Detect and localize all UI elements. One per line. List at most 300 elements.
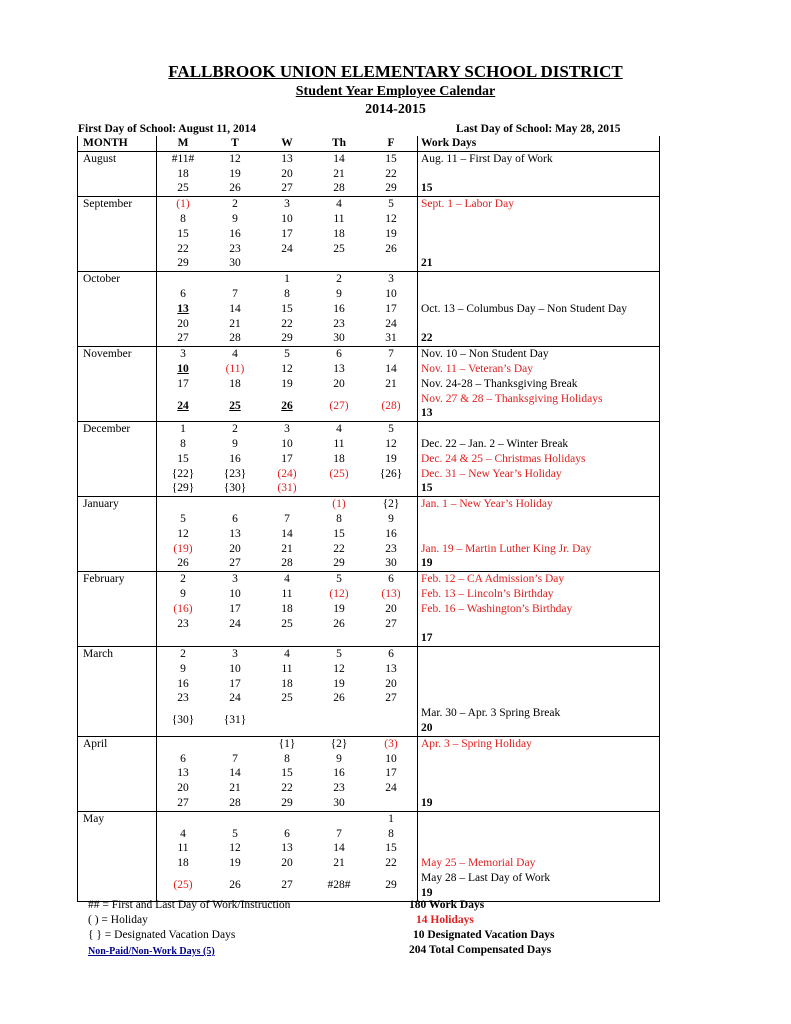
date-cell: 6 (180, 752, 186, 765)
date-cell: 6 (232, 512, 238, 525)
date-cell: 14 (333, 842, 345, 855)
date-cell: 14 (333, 152, 345, 165)
date-cell: 18 (333, 227, 345, 240)
date-cell: 7 (232, 287, 238, 300)
day-column (261, 422, 313, 497)
date-cell: 3 (232, 573, 238, 586)
month-row-september (78, 197, 660, 272)
date-cell: 6 (388, 648, 394, 661)
date-cell: (1) (332, 498, 346, 511)
date-cell: 23 (333, 782, 345, 795)
date-cell: 21 (229, 317, 241, 330)
date-cell: 17 (281, 227, 293, 240)
work-note: 21 (421, 257, 433, 270)
date-cell: 20 (177, 782, 189, 795)
month-name: April (78, 736, 157, 811)
work-days-notes (418, 347, 660, 422)
date-cell: 5 (388, 423, 394, 436)
date-cell: 25 (281, 617, 293, 630)
calendar-table (77, 136, 660, 902)
date-cell: 26 (385, 242, 397, 255)
date-cell: 24 (177, 399, 189, 412)
date-cell: 16 (229, 227, 241, 240)
day-column (365, 572, 418, 647)
date-cell: 3 (284, 198, 290, 211)
date-cell: {31} (223, 714, 247, 727)
date-cell: 15 (177, 227, 189, 240)
date-cell: 9 (232, 437, 238, 450)
col-friday: F (365, 136, 418, 151)
month-name: August (78, 151, 157, 196)
date-cell: 30 (385, 557, 397, 570)
date-cell: 17 (385, 767, 397, 780)
work-note: 19 (421, 557, 433, 570)
day-column (261, 197, 313, 272)
date-cell: 23 (229, 242, 241, 255)
date-cell: 19 (385, 452, 397, 465)
work-note (421, 647, 659, 662)
date-cell: 15 (333, 527, 345, 540)
month-name: September (78, 197, 157, 272)
day-column (209, 572, 261, 647)
work-note: 17 (421, 632, 433, 645)
first-day-of-school: First Day of School: August 11, 2014 (78, 123, 256, 135)
date-cell: {30} (223, 482, 247, 495)
date-cell: 13 (177, 767, 189, 780)
date-cell: 27 (177, 332, 189, 345)
date-cell: 17 (229, 677, 241, 690)
date-cell: 3 (284, 423, 290, 436)
date-cell: 27 (281, 182, 293, 195)
date-cell: 2 (336, 273, 342, 286)
work-note (421, 167, 659, 182)
date-cell: 26 (229, 182, 241, 195)
date-cell: 19 (281, 377, 293, 390)
date-cell: 17 (281, 452, 293, 465)
date-cell: (1) (176, 198, 190, 211)
date-cell: 3 (180, 348, 186, 361)
date-cell: 29 (281, 332, 293, 345)
month-row-january (78, 497, 660, 572)
date-cell (209, 631, 261, 646)
work-days-notes (418, 572, 660, 647)
work-note: Oct. 13 – Columbus Day – Non Student Day (421, 302, 628, 315)
day-column (313, 151, 365, 196)
date-cell: #11# (171, 152, 195, 165)
work-note: Aug. 11 – First Day of Work (421, 152, 553, 165)
date-cell: 30 (333, 332, 345, 345)
date-cell: 22 (281, 317, 293, 330)
date-cell: 4 (284, 573, 290, 586)
date-cell: 9 (232, 212, 238, 225)
work-note: Dec. 31 – New Year’s Holiday (421, 467, 562, 480)
day-column (157, 151, 210, 196)
month-row-february (78, 572, 660, 647)
work-note (421, 662, 659, 677)
date-cell: (25) (329, 467, 349, 480)
month-row-march (78, 647, 660, 737)
date-cell: 7 (232, 752, 238, 765)
date-cell (365, 631, 417, 646)
work-note (421, 527, 659, 542)
month-name: February (78, 572, 157, 647)
date-cell: 19 (333, 677, 345, 690)
work-note: Nov. 10 – Non Student Day (421, 348, 549, 361)
date-cell: 4 (284, 648, 290, 661)
date-cell: 20 (229, 542, 241, 555)
work-note: Nov. 27 & 28 – Thanksgiving Holidays (421, 392, 603, 405)
date-cell: 24 (385, 782, 397, 795)
col-monday: M (157, 136, 210, 151)
day-column (157, 497, 210, 572)
date-cell (157, 737, 209, 752)
date-cell: 26 (281, 399, 293, 412)
date-cell: 30 (333, 797, 345, 810)
date-cell: 23 (385, 542, 397, 555)
month-row-april (78, 736, 660, 811)
date-cell: 27 (385, 617, 397, 630)
date-cell: 20 (385, 602, 397, 615)
col-month: MONTH (78, 136, 157, 151)
day-column (313, 347, 365, 422)
month-row-november (78, 347, 660, 422)
date-cell: 10 (385, 752, 397, 765)
work-note (421, 287, 659, 302)
date-cell: 10 (229, 587, 241, 600)
date-cell: 16 (385, 527, 397, 540)
day-column (313, 197, 365, 272)
date-cell: 27 (177, 797, 189, 810)
date-cell: 9 (336, 287, 342, 300)
work-days-notes (418, 736, 660, 811)
month-name: December (78, 422, 157, 497)
date-cell: 19 (333, 602, 345, 615)
month-row-august (78, 151, 660, 196)
date-cell: 28 (281, 557, 293, 570)
day-column (157, 347, 210, 422)
date-cell (365, 481, 417, 496)
date-cell: (28) (381, 399, 401, 412)
date-cell: 1 (388, 812, 394, 825)
date-cell: 13 (281, 152, 293, 165)
col-tuesday: T (209, 136, 261, 151)
date-cell: {2} (330, 737, 348, 750)
district-title: FALLBROOK UNION ELEMENTARY SCHOOL DISTRICT (168, 62, 623, 81)
date-cell (261, 497, 313, 512)
day-column (209, 811, 261, 901)
day-column (261, 347, 313, 422)
day-column (209, 422, 261, 497)
col-wednesday: W (261, 136, 313, 151)
day-column (365, 151, 418, 196)
day-column (261, 497, 313, 572)
date-cell: 25 (281, 692, 293, 705)
date-cell: 8 (180, 212, 186, 225)
date-cell: 10 (281, 212, 293, 225)
date-cell: {1} (278, 737, 296, 750)
work-note (421, 812, 659, 827)
work-days-notes (418, 647, 660, 737)
work-days-notes (418, 497, 660, 572)
date-cell: 20 (177, 317, 189, 330)
date-cell: {29} (171, 482, 195, 495)
date-cell: 18 (177, 857, 189, 870)
date-cell: (19) (173, 542, 193, 555)
date-cell: 16 (333, 767, 345, 780)
date-cell: 9 (336, 752, 342, 765)
date-cell: 4 (336, 423, 342, 436)
date-cell: 12 (385, 437, 397, 450)
date-cell: 8 (284, 752, 290, 765)
date-cell: 2 (232, 198, 238, 211)
date-cell: 19 (385, 227, 397, 240)
date-cell (209, 812, 261, 827)
work-note (421, 781, 659, 796)
date-cell (313, 481, 365, 496)
date-cell: 22 (385, 167, 397, 180)
date-cell: 18 (333, 452, 345, 465)
date-cell: 22 (177, 242, 189, 255)
date-cell: 16 (177, 677, 189, 690)
date-cell: 16 (333, 302, 345, 315)
date-cell: 17 (385, 302, 397, 315)
date-cell: 13 (229, 527, 241, 540)
date-cell: 26 (333, 617, 345, 630)
date-cell: 28 (229, 332, 241, 345)
date-cell: 12 (333, 662, 345, 675)
date-cell: 15 (385, 842, 397, 855)
month-name: May (78, 811, 157, 901)
legend-vacation: { } = Designated Vacation Days (88, 929, 236, 941)
date-cell: 24 (385, 317, 397, 330)
date-cell (261, 256, 313, 271)
day-column (261, 811, 313, 901)
date-cell: 24 (229, 617, 241, 630)
work-note: 15 (421, 182, 433, 195)
date-cell: 14 (385, 362, 397, 375)
day-column (313, 572, 365, 647)
column-header-row (78, 136, 660, 151)
date-cell: 8 (284, 287, 290, 300)
date-cell: 2 (180, 648, 186, 661)
month-row-may (78, 811, 660, 901)
date-cell (209, 272, 261, 287)
date-cell: 12 (229, 152, 241, 165)
work-note: 19 (421, 797, 433, 810)
work-note: Apr. 3 – Spring Holiday (421, 737, 532, 750)
date-cell: (13) (381, 587, 401, 600)
work-days-notes (418, 422, 660, 497)
date-cell: (16) (173, 602, 193, 615)
date-cell: 9 (388, 512, 394, 525)
day-column (261, 272, 313, 347)
work-days-notes (418, 272, 660, 347)
date-cell: 22 (385, 857, 397, 870)
date-cell: 19 (229, 857, 241, 870)
date-cell: 12 (229, 842, 241, 855)
date-cell: 10 (281, 437, 293, 450)
work-note: Mar. 30 – Apr. 3 Spring Break (421, 707, 561, 720)
date-cell: 21 (385, 377, 397, 390)
date-cell: {22} (171, 467, 195, 480)
legend-nonpaid: Non-Paid/Non-Work Days (5) (88, 946, 215, 957)
day-column (209, 736, 261, 811)
date-cell: 24 (229, 692, 241, 705)
date-cell: (25) (173, 879, 193, 892)
date-cell (157, 812, 209, 827)
date-cell: 3 (232, 648, 238, 661)
date-cell: 5 (284, 348, 290, 361)
date-cell: (31) (277, 482, 297, 495)
calendar-body (78, 151, 660, 901)
work-days-total: 19 (421, 886, 433, 899)
date-cell: 27 (229, 557, 241, 570)
total-holidays: 14 Holidays (416, 914, 474, 926)
date-cell: 14 (229, 302, 241, 315)
date-cell: 18 (177, 167, 189, 180)
day-column (365, 736, 418, 811)
date-cell: 5 (388, 198, 394, 211)
date-cell: 9 (180, 587, 186, 600)
day-column (261, 647, 313, 737)
day-column (157, 647, 210, 737)
month-name: November (78, 347, 157, 422)
legend-holiday: ( ) = Holiday (88, 914, 148, 926)
date-cell: 28 (229, 797, 241, 810)
date-cell: 13 (385, 662, 397, 675)
date-cell (261, 631, 313, 646)
day-column (313, 497, 365, 572)
day-column (261, 151, 313, 196)
month-row-october (78, 272, 660, 347)
date-cell: 5 (336, 573, 342, 586)
date-cell: {2} (382, 498, 400, 511)
day-column (313, 272, 365, 347)
date-cell (313, 256, 365, 271)
date-cell: 25 (177, 182, 189, 195)
work-note (421, 617, 659, 632)
day-column (313, 422, 365, 497)
date-cell: 2 (180, 573, 186, 586)
work-note: Feb. 12 – CA Admission’s Day (421, 573, 565, 586)
day-column (261, 572, 313, 647)
date-cell: 23 (333, 317, 345, 330)
date-cell: 20 (385, 677, 397, 690)
work-note: Nov. 24-28 – Thanksgiving Break (421, 377, 578, 390)
work-note: May 25 – Memorial Day (421, 857, 536, 870)
date-cell (313, 812, 365, 827)
date-cell: 13 (177, 302, 189, 315)
date-cell: 8 (336, 512, 342, 525)
work-note: Nov. 11 – Veteran’s Day (421, 362, 533, 375)
day-column (209, 272, 261, 347)
date-cell: 10 (229, 662, 241, 675)
work-note: Feb. 16 – Washington’s Birthday (421, 602, 573, 615)
date-cell: 12 (177, 527, 189, 540)
date-cell: 15 (385, 152, 397, 165)
date-cell: 18 (281, 602, 293, 615)
date-cell: 6 (284, 827, 290, 840)
date-cell: 9 (180, 662, 186, 675)
date-cell: (24) (277, 467, 297, 480)
day-column (365, 272, 418, 347)
date-cell: 20 (281, 167, 293, 180)
work-note: Dec. 22 – Jan. 2 – Winter Break (421, 437, 569, 450)
day-column (209, 497, 261, 572)
day-column (157, 197, 210, 272)
date-cell: 24 (281, 242, 293, 255)
day-column (209, 647, 261, 737)
work-days-notes (418, 197, 660, 272)
day-column (313, 736, 365, 811)
work-days-total: 20 (421, 722, 433, 735)
date-cell: {30} (171, 714, 195, 727)
date-cell: (3) (384, 737, 398, 750)
date-cell: 13 (333, 362, 345, 375)
work-days-notes (418, 151, 660, 196)
date-cell: 8 (180, 437, 186, 450)
work-note (421, 691, 659, 706)
date-cell: 3 (388, 273, 394, 286)
date-cell: 25 (333, 242, 345, 255)
last-day-of-school: Last Day of School: May 28, 2015 (456, 123, 621, 135)
date-cell: 7 (284, 512, 290, 525)
date-cell: {23} (223, 467, 247, 480)
date-cell: 7 (336, 827, 342, 840)
date-cell: 2 (232, 423, 238, 436)
work-note: 22 (421, 332, 433, 345)
total-compensated-days: 204 Total Compensated Days (409, 944, 552, 956)
day-column (365, 497, 418, 572)
school-year: 2014-2015 (365, 102, 426, 117)
day-column (157, 422, 210, 497)
work-note: Feb. 13 – Lincoln’s Birthday (421, 587, 554, 600)
col-work-days: Work Days (418, 136, 660, 151)
work-note (421, 512, 659, 527)
date-cell: 21 (229, 782, 241, 795)
date-cell: 17 (177, 377, 189, 390)
date-cell: 5 (336, 648, 342, 661)
work-note (421, 317, 659, 332)
date-cell (261, 812, 313, 827)
day-column (365, 197, 418, 272)
day-column (209, 197, 261, 272)
date-cell: 25 (229, 399, 241, 412)
date-cell: 18 (281, 677, 293, 690)
date-cell: 29 (333, 557, 345, 570)
work-note: May 28 – Last Day of Work (421, 872, 551, 885)
date-cell: 6 (180, 287, 186, 300)
legend-first-last: ## = First and Last Day of Work/Instruction (88, 899, 291, 911)
work-note: Jan. 1 – New Year’s Holiday (421, 498, 553, 511)
date-cell (209, 497, 261, 512)
date-cell: 14 (229, 767, 241, 780)
day-column (365, 422, 418, 497)
work-note (421, 677, 659, 692)
col-thursday: Th (313, 136, 365, 151)
date-cell: 23 (177, 692, 189, 705)
date-cell: 12 (281, 362, 293, 375)
work-note (421, 827, 659, 842)
date-cell: 13 (281, 842, 293, 855)
date-cell (157, 631, 209, 646)
work-days-notes (418, 811, 660, 901)
date-cell: 14 (281, 527, 293, 540)
work-note (421, 212, 659, 227)
date-cell (157, 272, 209, 287)
date-cell: 5 (232, 827, 238, 840)
date-cell: 4 (232, 348, 238, 361)
